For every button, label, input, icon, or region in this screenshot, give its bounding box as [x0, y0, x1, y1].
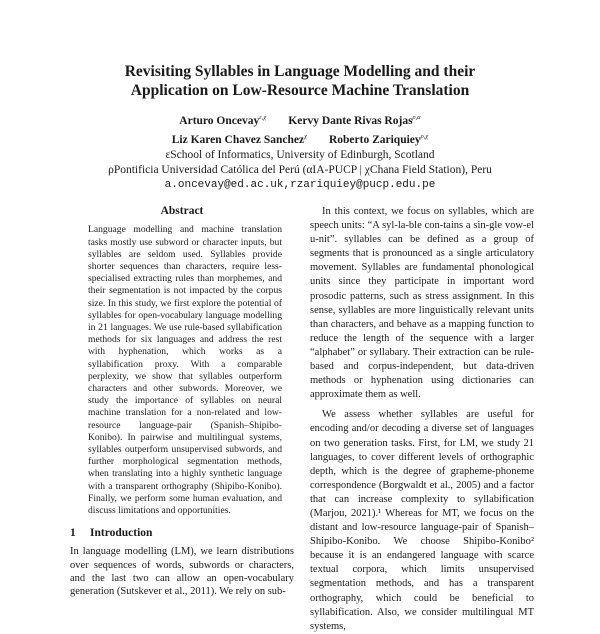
- section-title: Introduction: [90, 527, 153, 540]
- body-paragraph-syllables: In this context, we focus on syllables, which are speech units: “A syl-la-ble con-tains a sin-gle vow-el u-nit”. syllables can be defined as a group of segments that is pronounced as a single articulatory movement. Syllables are fundamental phonological units since they participate in important word prosodic patterns, such as stress assignment. In this sense, syllables are more linguistically relevant units than characters, and behave as a mapping function to reduce the length of the sequence with a larger “alphabet” or syllabary. Their extraction can be rule-based and corpus-independent, but data-driven methods or hyphenation using dictionaries can approximate them as well.: [310, 206, 534, 401]
- right-column: [310, 205, 534, 634]
- author-zariquiey: Roberto Zariquiey$^{\rho,\chi}$: [328, 132, 429, 146]
- abstract-heading: Abstract: [160, 205, 204, 217]
- paper-title: [60, 62, 540, 100]
- author-emails: a.oncevay@ed.ac.uk,rzariquiey@pucp.edu.pe: [164, 178, 436, 191]
- affiliation-pucp: ρPontificia Universidad Católica del Perú (αIA-PUCP | χChana Field Station), Peru: [108, 163, 492, 176]
- author-rivas-rojas: Kervy Dante Rivas Rojas$^{\rho,\alpha}$: [288, 114, 421, 127]
- intro-paragraph: In language modelling (LM), we learn distributions over sequences of words, subwords or characters, and the last two can allow an open-vocabulary generation (Sutskever et al., 2011). We rely on sub-: [70, 546, 294, 598]
- section-number: 1: [70, 527, 76, 540]
- body-paragraph-assessment: We assess whether syllables are useful for encoding and/or decoding a diverse set of languages on two generation tasks. First, for LM, we study 21 languages, to cover different levels of orthographic depth, which is the degree of grapheme-phoneme correspondence (Borgwaldt et al., 2005) and a factor that can increase complexity to syllabification (Marjou, 2021).¹ Whereas for MT, we focus on the distant and low-resource language-pair of Spanish–Shipibo-Konibo. We choose Shipibo-Konibo² because it is an endangered language with scarce textual corpora, which limits unsupervised segmentation methods, and has a transparent orthography, which could be beneficial to syllabification. Also, we consider multilingual MT systems,: [310, 409, 534, 632]
- section-heading-introduction: [70, 527, 294, 540]
- author-block: [60, 110, 540, 193]
- left-column: [70, 205, 294, 599]
- author-chavez-sanchez: Liz Karen Chavez Sanchez$^\chi$: [171, 132, 307, 146]
- title-line-2: Application on Low-Resource Machine Translation: [130, 82, 470, 99]
- affiliation-edinburgh: εSchool of Informatics, University of Edinburgh, Scotland: [165, 148, 435, 161]
- author-row-2: [60, 129, 540, 148]
- author-oncevay: Arturo Oncevay$^{\varepsilon,\chi}$: [179, 114, 267, 127]
- abstract-text: Language modelling and machine translation tasks mostly use subword or character inputs, but syllables are seldom used. Syllables provide shorter sequences than characters, require less-specialised extracting rules than morphemes, and their segmentation is not impacted by the corpus size. In this study, we first explore the potential of syllables for open-vocabulary language modelling in 21 languages. We use rule-based syllabification methods for six languages and address the rest with hyphenation, which works as a syllabification proxy. With a comparable perplexity, we show that syllables outperform characters and other subwords. Moreover, we study the importance of syllables on neural machine translation for a non-related and low-resource language-pair (Spanish–Shipibo-Konibo). In pairwise and multilingual systems, syllables outperform unsupervised subwords, and further morphological segmentation methods, when translating into a highly synthetic language with a transparent orthography (Shipibo-Konibo). Finally, we perform some human evaluation, and discuss limitations and opportunities.: [88, 224, 282, 516]
- author-row-1: [60, 110, 540, 129]
- title-line-1: Revisiting Syllables in Language Modelling and their: [124, 63, 476, 80]
